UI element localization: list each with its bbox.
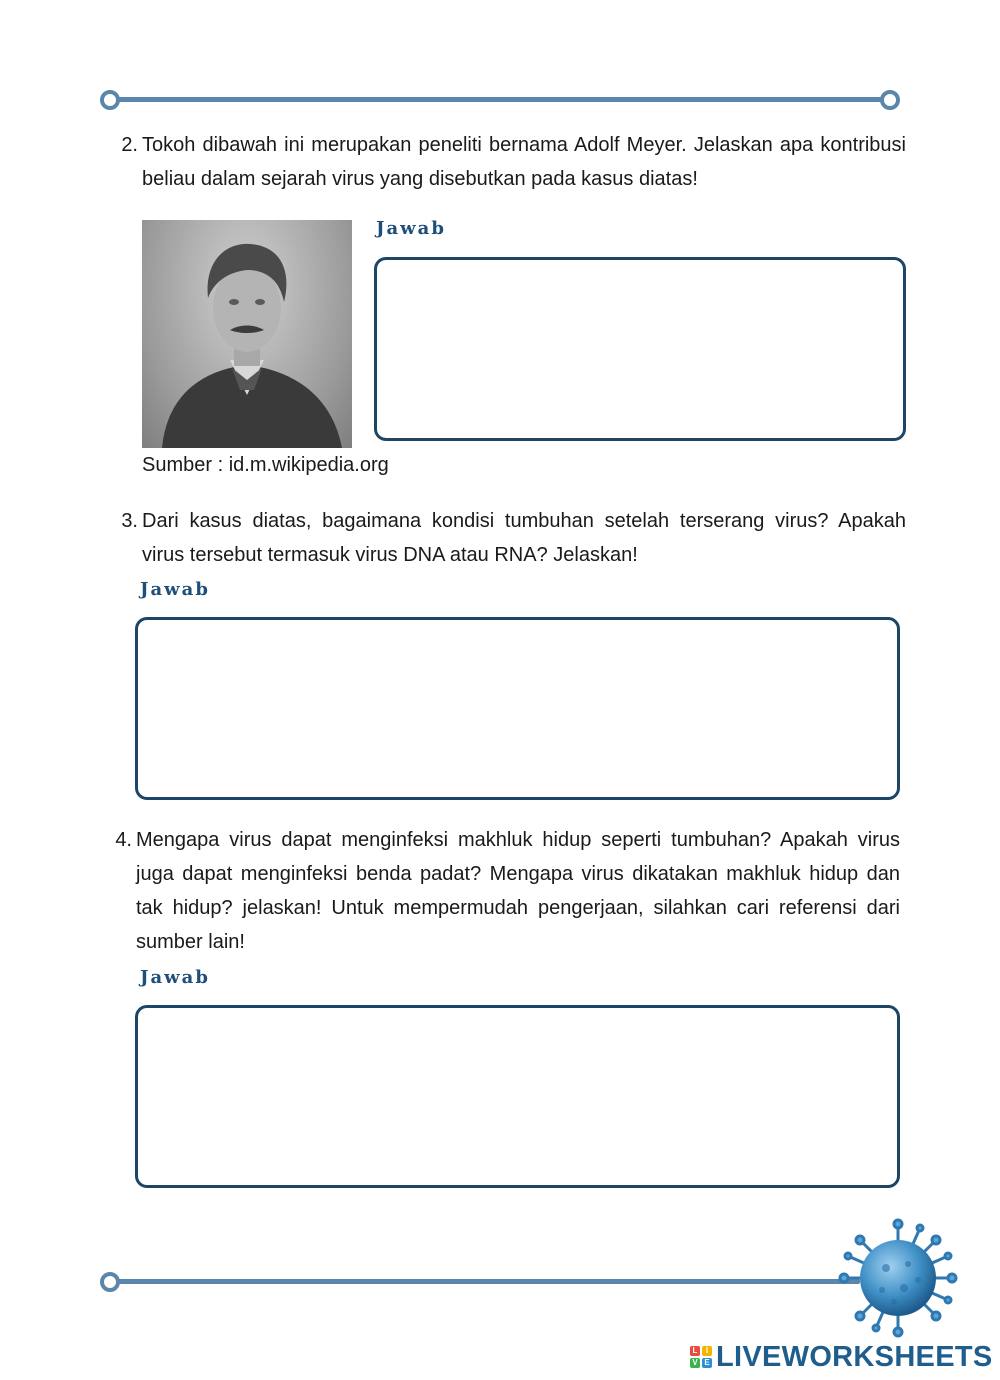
top-divider xyxy=(100,90,900,110)
liveworksheets-logo xyxy=(690,1340,993,1374)
question-2 xyxy=(121,128,906,196)
answer-box-q2[interactable] xyxy=(374,257,906,441)
question-text: Dari kasus diatas, bagaimana kondisi tumbuhan setelah terserang virus? Apakah virus tersebut termasuk virus DNA atau RNA? Jelaskan! xyxy=(142,510,906,566)
question-4 xyxy=(115,823,900,959)
answer-label-q3: Jawab xyxy=(140,579,210,600)
question-number: 3. xyxy=(121,510,138,532)
answer-box-q3[interactable] xyxy=(135,617,900,800)
question-3 xyxy=(121,504,906,572)
question-text: Mengapa virus dapat menginfeksi makhluk hidup seperti tumbuhan? Apakah virus juga dapat menginfeksi benda padat? Mengapa virus dikatakan makhluk hidup dan tak hidup? jelaskan! Untuk mempermudah pengerjaan, silahkan cari referensi dari sumber lain! xyxy=(136,829,900,953)
question-number: 2. xyxy=(121,134,138,156)
logo-mark-letter: V xyxy=(690,1358,700,1368)
photo-caption: Sumber : id.m.wikipedia.org xyxy=(142,454,389,476)
virus-illustration xyxy=(838,1218,958,1338)
logo-mark-icon xyxy=(690,1346,712,1368)
bottom-divider xyxy=(100,1272,860,1292)
logo-mark-letter: E xyxy=(702,1358,712,1368)
logo-text: LIVEWORKSHEETS xyxy=(716,1340,993,1373)
logo-mark-letter: L xyxy=(690,1346,700,1356)
answer-box-q4[interactable] xyxy=(135,1005,900,1188)
adolf-meyer-portrait xyxy=(142,220,352,448)
answer-label-q2: Jawab xyxy=(376,218,446,239)
question-number: 4. xyxy=(115,829,132,851)
question-text: Tokoh dibawah ini merupakan peneliti bernama Adolf Meyer. Jelaskan apa kontribusi beliau dalam sejarah virus yang disebutkan pada kasus diatas! xyxy=(142,134,906,190)
answer-label-q4: Jawab xyxy=(140,967,210,988)
logo-mark-letter: I xyxy=(702,1346,712,1356)
